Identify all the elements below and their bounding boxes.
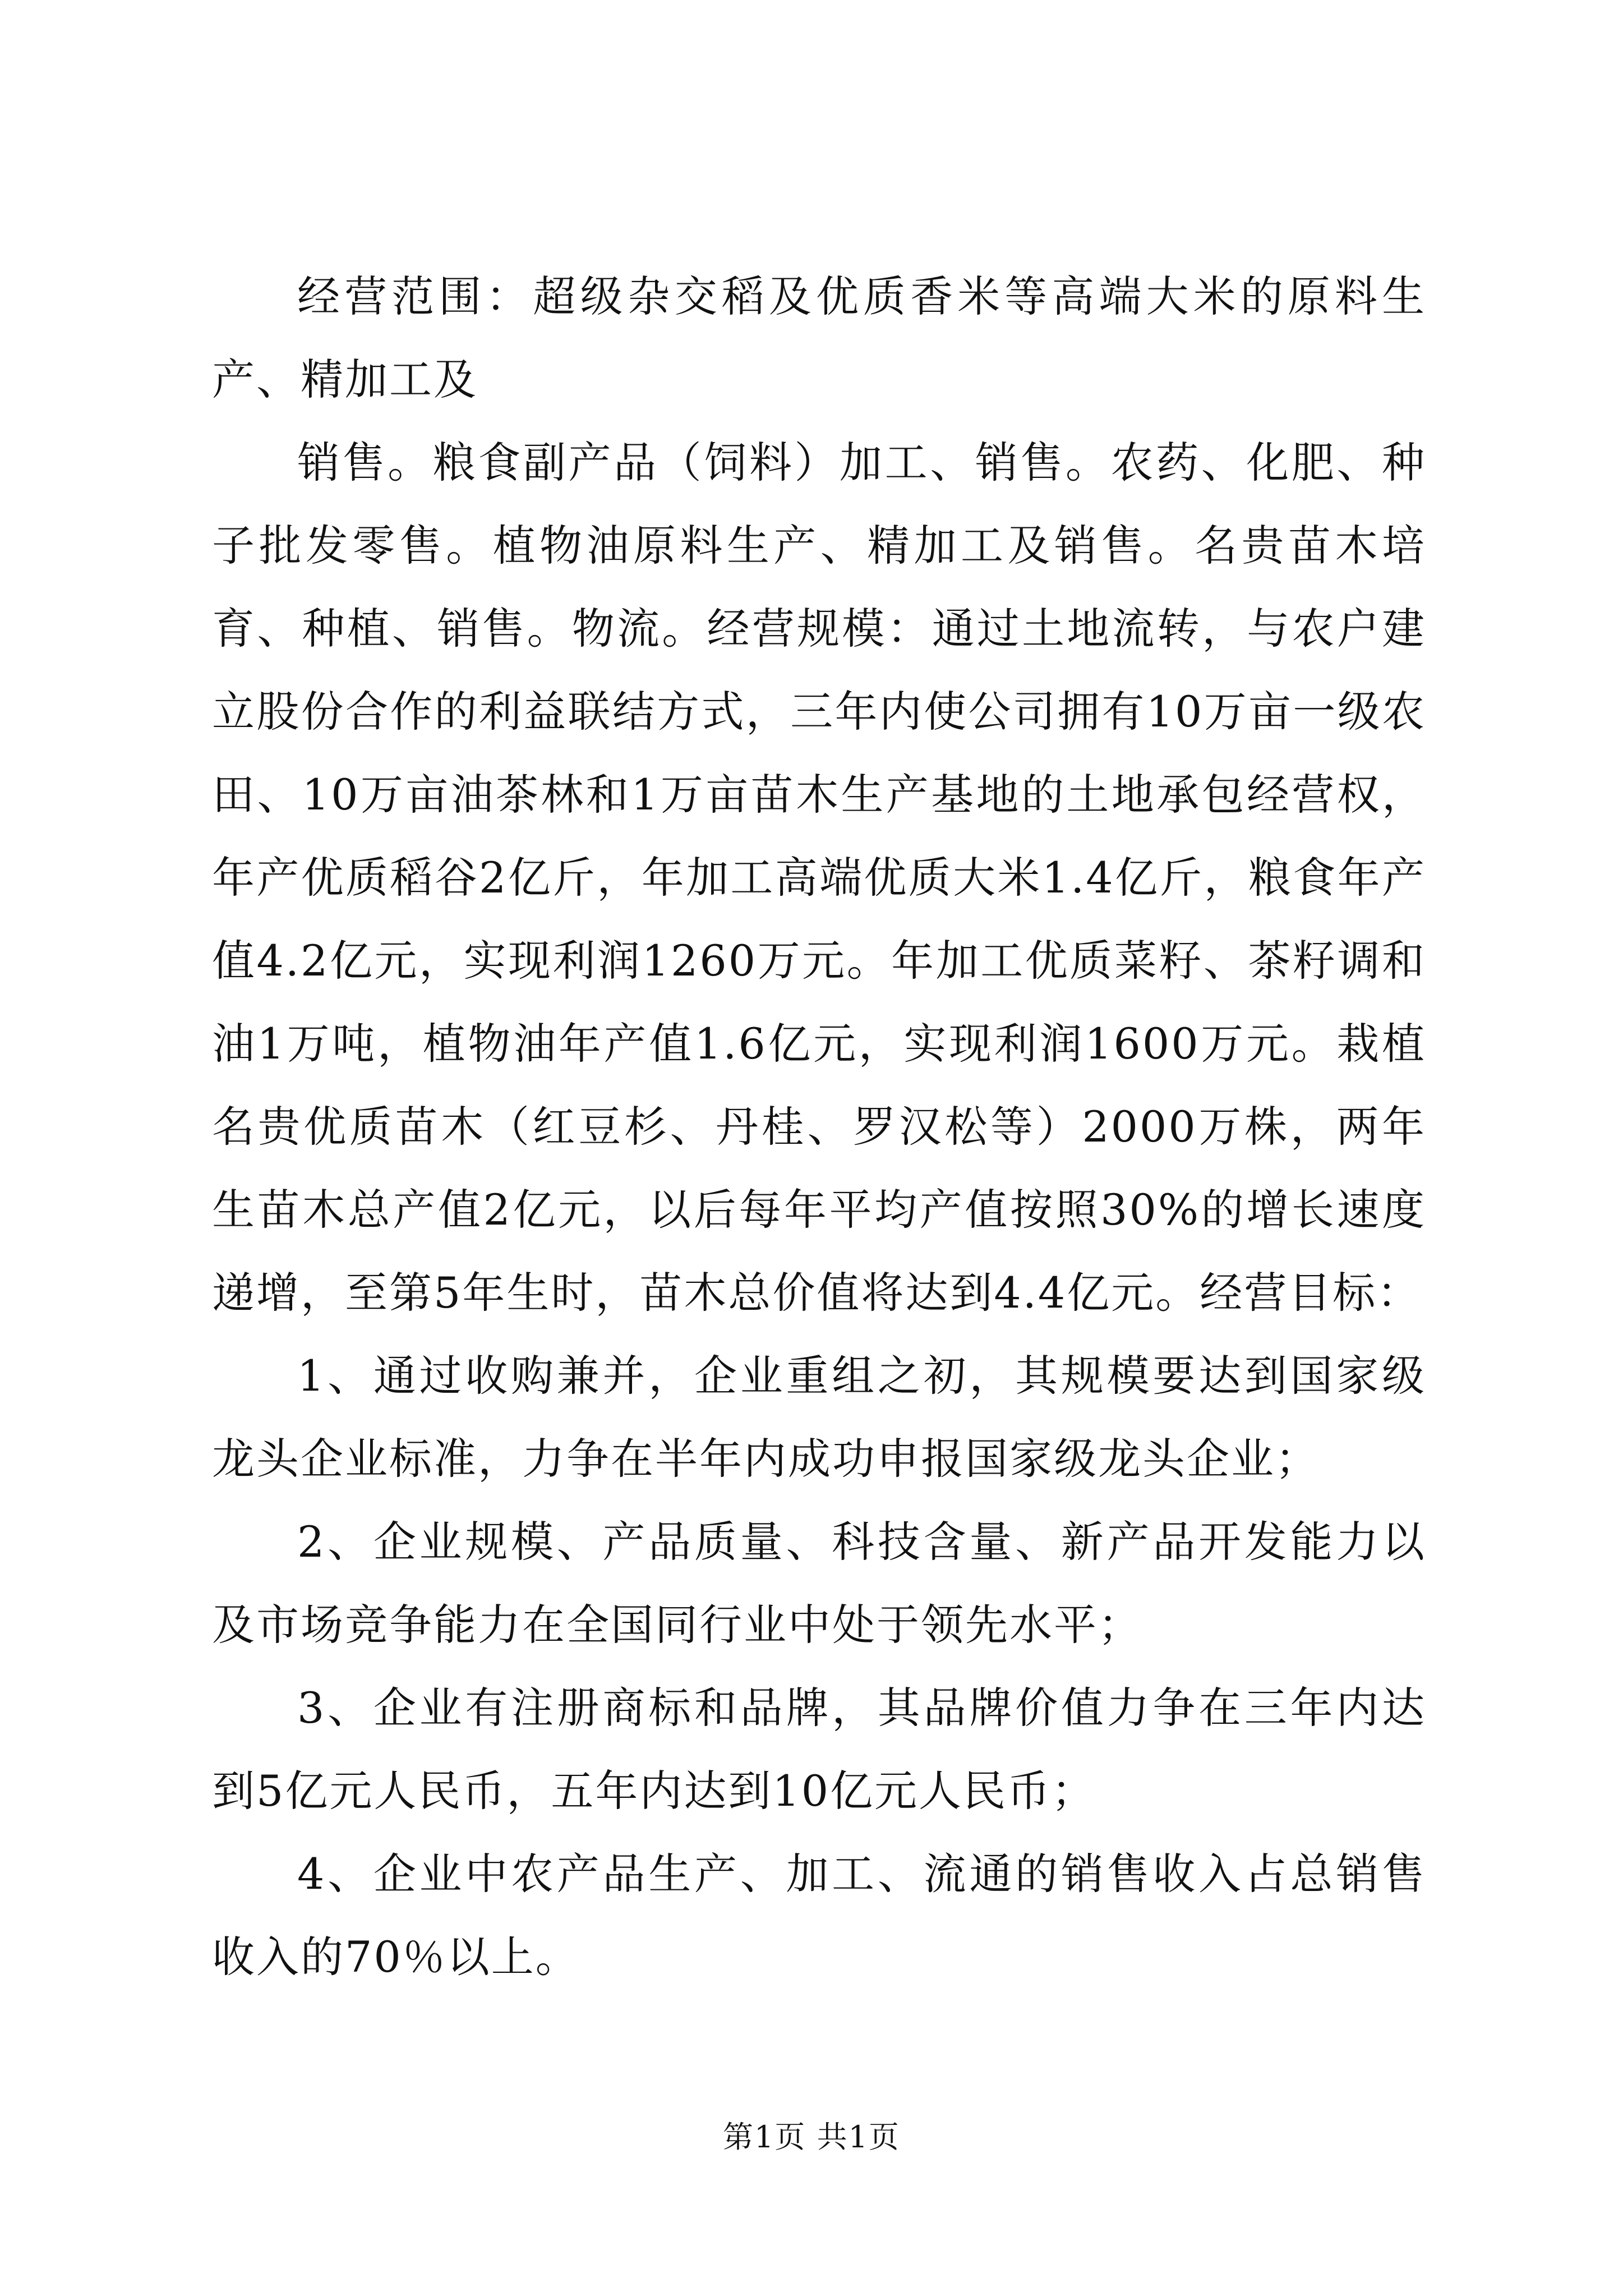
page-footer: 第1页 共1页 bbox=[723, 2119, 900, 2155]
paragraph-goal-3: 3、企业有注册商标和品牌，其品牌价值力争在三年内达到5亿元人民币，五年内达到10亿元人民币； bbox=[212, 1683, 1426, 1816]
paragraph-goal-4: 4、企业中农产品生产、加工、流通的销售收入占总销售收入的70％以上。 bbox=[212, 1849, 1426, 1982]
document-body bbox=[212, 255, 1426, 1999]
paragraph-business-scope: 经营范围：超级杂交稻及优质香米等高端大米的原料生产、精加工及 bbox=[212, 272, 1426, 404]
paragraph-goal-1: 1、通过收购兼并，企业重组之初，其规模要达到国家级龙头企业标准，力争在半年内成功申报国家级龙头企业； bbox=[212, 1351, 1426, 1484]
paragraph-goal-2: 2、企业规模、产品质量、科技含量、新产品开发能力以及市场竞争能力在全国同行业中处于领先水平； bbox=[212, 1517, 1426, 1650]
paragraph-scale: 销售。粮食副产品（饲料）加工、销售。农药、化肥、种子批发零售。植物油原料生产、精加工及销售。名贵苗木培育、种植、销售。物流。经营规模：通过土地流转，与农户建立股份合作的利益联结方式，三年内使公司拥有10万亩一级农田、10万亩油茶林和1万亩苗木生产基地的土地承包经营权，年产优质稻谷2亿斤，年加工高端优质大米1.4亿斤，粮食年产值4.2亿元，实现利润1260万元。年加工优质菜籽、茶籽调和油1万吨，植物油年产值1.6亿元，实现利润1600万元。栽植名贵优质苗木（红豆杉、丹桂、罗汉松等）2000万株，两年生苗木总产值2亿元，以后每年平均产值按照30%的增长速度递增，至第5年生时，苗木总价值将达到4.4亿元。经营目标： bbox=[212, 438, 1426, 1318]
